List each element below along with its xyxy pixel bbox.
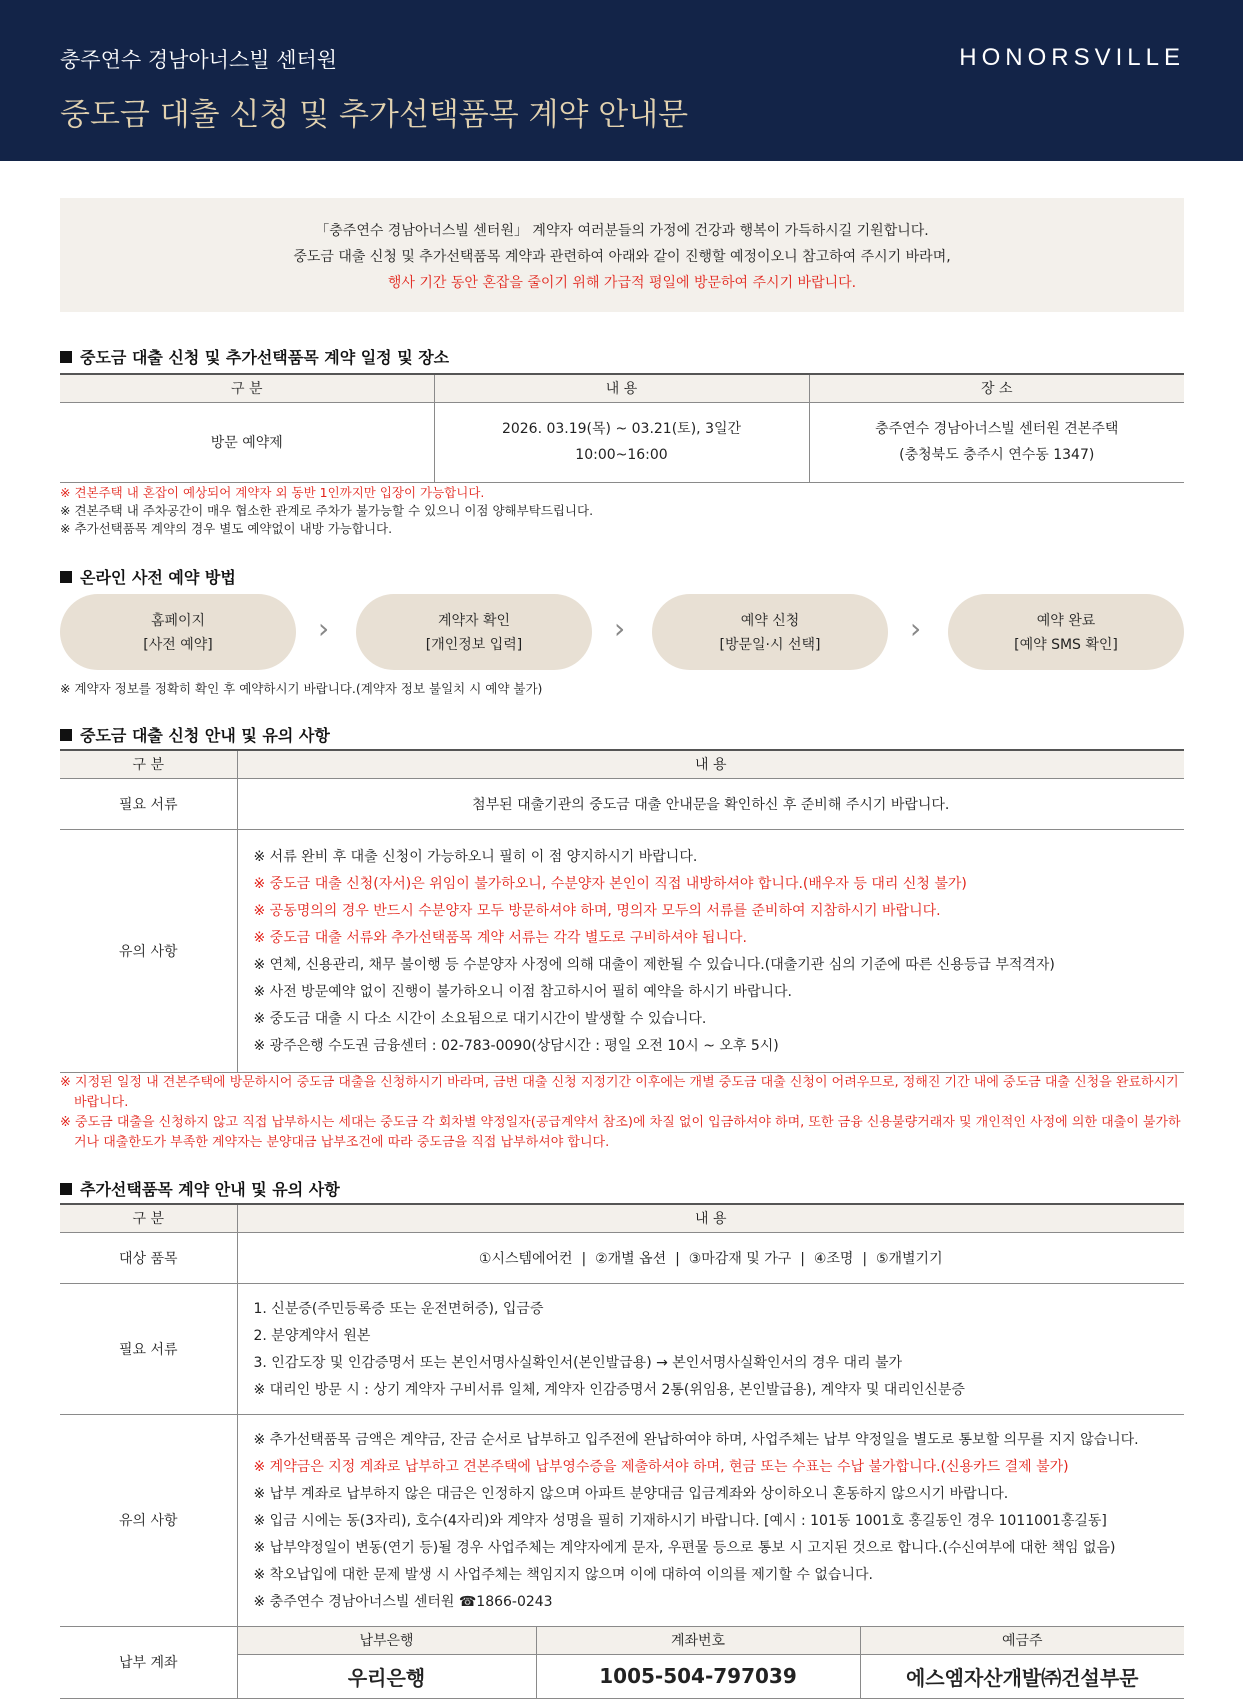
row-label: 납부 계좌 <box>60 1626 237 1698</box>
doc-item: 1. 신분증(주민등록증 또는 운전면허증), 입금증 <box>253 1300 544 1317</box>
table-header: 구 분 <box>60 1204 237 1232</box>
section-title-text: 온라인 사전 예약 방법 <box>80 568 236 587</box>
table-row <box>60 1414 1184 1626</box>
row-content: 첨부된 대출기관의 중도금 대출 안내문을 확인하신 후 준비해 주시기 바랍니다. <box>237 778 1184 829</box>
section-title <box>60 723 330 746</box>
note-item: ※ 중도금 대출 시 다소 시간이 소요됨으로 대기시간이 발생할 수 있습니다. <box>253 1010 707 1027</box>
note-item: ※ 견본주택 내 혼잡이 예상되어 계약자 외 동반 1인까지만 입장이 가능합니다. <box>60 485 485 500</box>
square-bullet-icon <box>60 1183 72 1195</box>
schedule-type: 방문 예약제 <box>60 402 434 482</box>
intro-line-highlight: 행사 기간 동안 혼잡을 줄이기 위해 가급적 평일에 방문하여 주시기 바랍니다. <box>387 275 857 291</box>
note-item: ※ 중도금 대출 신청(자서)은 위임이 불가하오니, 수분양자 본인이 직접 내방하셔야 합니다.(배우자 등 대리 신청 불가) <box>253 875 967 892</box>
section-title <box>60 345 449 368</box>
step-sub: [사전 예약] <box>143 637 213 653</box>
brand-logo: HONORSVILLE <box>959 44 1185 71</box>
account-header: 예금주 <box>860 1626 1184 1654</box>
section-title-text: 중도금 대출 신청 및 추가선택품목 계약 일정 및 장소 <box>80 348 450 367</box>
loan-table <box>60 749 1184 1073</box>
table-header: 구 분 <box>60 374 434 402</box>
account-number: 1005-504-797039 <box>536 1654 860 1698</box>
warning-item: ※ 중도금 대출을 신청하지 않고 직접 납부하시는 세대는 중도금 각 회차별 약정일자(공급계약서 참조)에 차질 없이 입금하셔야 하며, 또한 금융 신용불량거래자 및 개인적인 사정에 의한 대출이 불가하거나 대출한도가 부족한 계약자는 분양대금 납부조건에 따라 중도금을 직접 납부하셔야 합니다. <box>60 1115 1181 1150</box>
row-content <box>237 1283 1184 1414</box>
row-label: 필요 서류 <box>60 1283 237 1414</box>
schedule-time: 10:00~16:00 <box>575 447 668 463</box>
schedule-notes <box>60 484 593 538</box>
note-item: ※ 충주연수 경남아너스빌 센터원 ☎1866-0243 <box>253 1593 553 1610</box>
account-bank: 우리은행 <box>237 1654 536 1698</box>
section-title <box>60 1177 340 1200</box>
table-header: 구 분 <box>60 750 237 778</box>
step-title: 예약 신청 <box>740 613 800 629</box>
note-item: ※ 연체, 신용관리, 채무 불이행 등 수분양자 사정에 의해 대출이 제한될 수 있습니다.(대출기관 심의 기준에 따른 신용등급 부적격자) <box>253 956 1055 973</box>
schedule-place-cell <box>809 402 1184 482</box>
step-reservation-complete <box>948 594 1184 670</box>
doc-item: ※ 대리인 방문 시 : 상기 계약자 구비서류 일체, 계약자 인감증명서 2통(위임용, 본인발급용), 계약자 및 대리인신분증 <box>253 1381 965 1398</box>
section-title-text: 중도금 대출 신청 안내 및 유의 사항 <box>80 726 330 745</box>
schedule-table <box>60 373 1184 483</box>
page-title: 중도금 대출 신청 및 추가선택품목 계약 안내문 <box>60 97 689 133</box>
header-banner <box>0 0 1243 161</box>
step-homepage <box>60 594 296 670</box>
row-content <box>237 1414 1184 1626</box>
row-label: 유의 사항 <box>60 1414 237 1626</box>
intro-line: 중도금 대출 신청 및 추가선택품목 계약과 관련하여 아래와 같이 진행할 예정이오니 참고하여 주시기 바라며, <box>293 249 951 265</box>
loan-warnings <box>60 1073 1184 1153</box>
reservation-steps <box>60 594 1184 670</box>
schedule-place: 충주연수 경남아너스빌 센터원 견본주택 <box>875 421 1119 437</box>
square-bullet-icon <box>60 729 72 741</box>
header-subtitle: 충주연수 경남아너스빌 센터원 <box>60 48 338 72</box>
step-reservation-request <box>652 594 888 670</box>
step-sub: [방문일·시 선택] <box>719 637 821 653</box>
doc-item: 3. 인감도장 및 인감증명서 또는 본인서명사실확인서(본인발급용) → 본인서명사실확인서의 경우 대리 불가 <box>253 1354 903 1371</box>
row-label: 유의 사항 <box>60 829 237 1072</box>
chevron-right-icon: › <box>318 612 330 645</box>
chevron-right-icon: › <box>614 612 626 645</box>
row-content: ①시스템에어컨 | ②개별 옵션 | ③마감재 및 가구 | ④조명 | ⑤개별기기 <box>237 1232 1184 1283</box>
step-sub: [예약 SMS 확인] <box>1014 637 1118 653</box>
step-contractor-check <box>356 594 592 670</box>
warning-item: ※ 지정된 일정 내 견본주택에 방문하시어 중도금 대출을 신청하시기 바라며, 금번 대출 신청 지정기간 이후에는 개별 중도금 대출 신청이 어려우므로, 정해진 기간 내에 중도금 대출 신청을 완료하시기 바랍니다. <box>60 1075 1179 1110</box>
note-item: ※ 납부 계좌로 납부하지 않은 대금은 인정하지 않으며 아파트 분양대금 입금계좌와 상이하오니 혼동하지 않으시기 바랍니다. <box>253 1485 1009 1502</box>
account-header: 납부은행 <box>237 1626 536 1654</box>
intro-line: 「충주연수 경남아너스빌 센터원」 계약자 여러분들의 가정에 건강과 행복이 가득하시길 기원합니다. <box>315 223 929 239</box>
account-holder: 에스엠자산개발㈜건설부문 <box>860 1654 1184 1698</box>
account-header: 계좌번호 <box>536 1626 860 1654</box>
row-label: 대상 품목 <box>60 1232 237 1283</box>
step-title: 계약자 확인 <box>437 613 511 629</box>
schedule-date-cell <box>434 402 809 482</box>
table-header: 내 용 <box>237 750 1184 778</box>
note-item: ※ 광주은행 수도권 금융센터 : 02-783-0090(상담시간 : 평일 오전 10시 ~ 오후 5시) <box>253 1037 779 1054</box>
table-header: 내 용 <box>434 374 809 402</box>
note-item: ※ 사전 방문예약 없이 진행이 불가하오니 이점 참고하시어 필히 예약을 하시기 바랍니다. <box>253 983 792 1000</box>
table-row <box>60 1232 1184 1283</box>
table-row <box>60 402 1184 482</box>
option-table <box>60 1203 1184 1699</box>
note-item: ※ 입금 시에는 동(3자리), 호수(4자리)와 계약자 성명을 필히 기재하시기 바랍니다. [예시 : 101동 1001호 홍길동인 경우 1011001홍길동] <box>253 1512 1107 1529</box>
table-row <box>60 778 1184 829</box>
note-item: ※ 견본주택 내 주차공간이 매우 협소한 관계로 주차가 불가능할 수 있으니 이점 양해부탁드립니다. <box>60 503 594 518</box>
step-sub: [개인정보 입력] <box>425 637 523 653</box>
reservation-note: ※ 계약자 정보를 정확히 확인 후 예약하시기 바랍니다.(계약자 정보 불일치 시 예약 불가) <box>60 681 543 696</box>
table-row <box>60 829 1184 1072</box>
square-bullet-icon <box>60 571 72 583</box>
schedule-address: (충청북도 충주시 연수동 1347) <box>899 447 1095 463</box>
note-item: ※ 납부약정일이 변동(연기 등)될 경우 사업주체는 계약자에게 문자, 우편물 등으로 통보 시 고지된 것으로 합니다.(수신여부에 대한 책임 없음) <box>253 1539 1116 1556</box>
table-header: 내 용 <box>237 1204 1184 1232</box>
step-title: 홈페이지 <box>150 613 206 629</box>
chevron-right-icon: › <box>910 612 922 645</box>
note-item: ※ 추가선택품목 금액은 계약금, 잔금 순서로 납부하고 입주전에 완납하여야 하며, 사업주체는 납부 약정일을 별도로 통보할 의무를 지지 않습니다. <box>253 1431 1139 1448</box>
section-title <box>60 565 236 588</box>
square-bullet-icon <box>60 351 72 363</box>
note-item: ※ 중도금 대출 서류와 추가선택품목 계약 서류는 각각 별도로 구비하셔야 됩니다. <box>253 929 747 946</box>
table-header: 장 소 <box>809 374 1184 402</box>
note-item: ※ 추가선택품목 계약의 경우 별도 예약없이 내방 가능합니다. <box>60 521 393 536</box>
section-title-text: 추가선택품목 계약 안내 및 유의 사항 <box>80 1180 340 1199</box>
note-item: ※ 공동명의의 경우 반드시 수분양자 모두 방문하셔야 하며, 명의자 모두의 서류를 준비하여 지참하시기 바랍니다. <box>253 902 941 919</box>
row-content <box>237 829 1184 1072</box>
doc-item: 2. 분양계약서 원본 <box>253 1327 371 1344</box>
step-title: 예약 완료 <box>1036 613 1096 629</box>
note-item: ※ 서류 완비 후 대출 신청이 가능하오니 필히 이 점 양지하시기 바랍니다. <box>253 848 698 865</box>
table-row <box>60 1283 1184 1414</box>
schedule-date: 2026. 03.19(목) ~ 03.21(토), 3일간 <box>501 421 742 437</box>
note-item: ※ 착오납입에 대한 문제 발생 시 사업주체는 책임지지 않으며 이에 대하여 이의를 제기할 수 없습니다. <box>253 1566 873 1583</box>
row-label: 필요 서류 <box>60 778 237 829</box>
note-item: ※ 계약금은 지정 계좌로 납부하고 견본주택에 납부영수증을 제출하셔야 하며, 현금 또는 수표는 수납 불가합니다.(신용카드 결제 불가) <box>253 1458 1069 1475</box>
table-row <box>60 1626 1184 1654</box>
intro-box <box>60 198 1184 312</box>
